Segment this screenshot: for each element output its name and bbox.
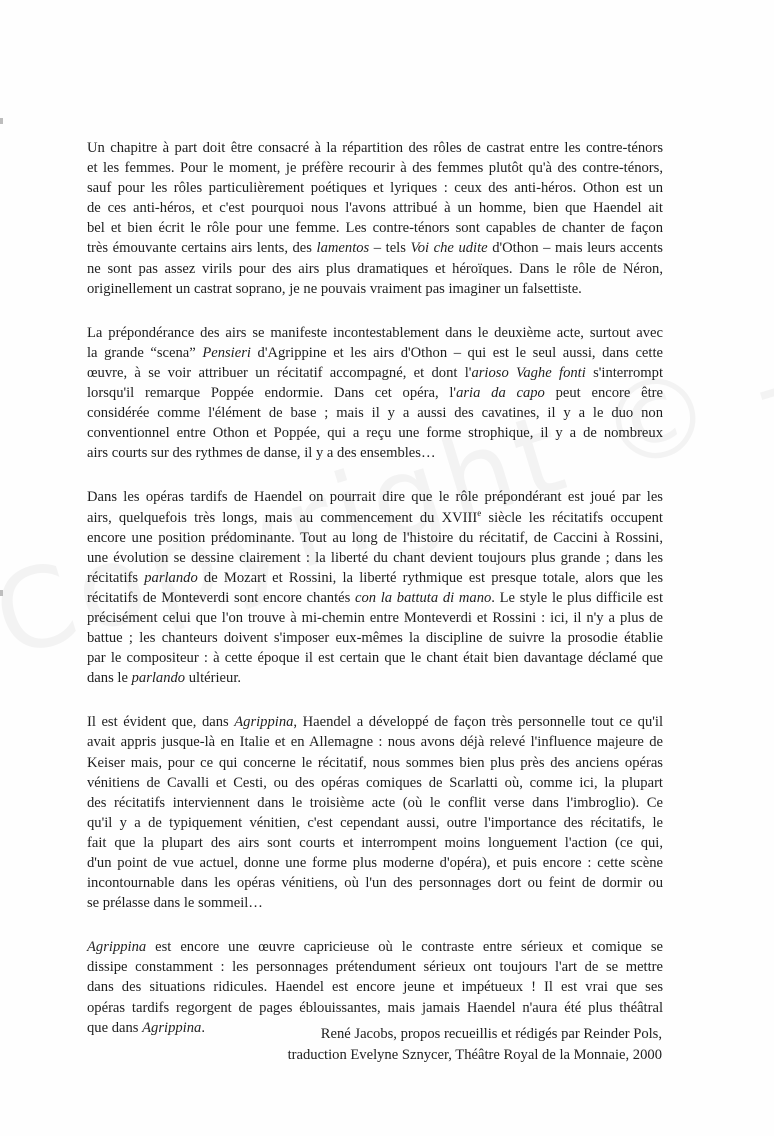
signature-translation-line: traduction Evelyne Sznycer, Théâtre Royal de la Monnaie, 2000 bbox=[287, 1047, 662, 1063]
text-run: Dans les opéras tardifs de Haendel on pourrait dire que le rôle prépondérant est joué par les bbox=[87, 489, 663, 506]
text-run: la grande “scena” bbox=[87, 344, 203, 361]
text-line bbox=[87, 138, 663, 158]
text-line bbox=[87, 403, 663, 423]
text-run: récitatifs bbox=[87, 569, 145, 586]
text-line bbox=[87, 608, 663, 628]
text-run: siècle les récitatifs occupent bbox=[481, 509, 663, 526]
superscript: e bbox=[477, 507, 482, 518]
text-run: que dans bbox=[87, 1019, 143, 1036]
text-line bbox=[87, 628, 663, 648]
text-line bbox=[87, 158, 663, 178]
text-run: d'Othon – mais leurs accents bbox=[487, 240, 663, 257]
text-run: battue ; les chanteurs doivent s'imposer eux-mêmes la discipline de suivre la prosodie établie bbox=[87, 630, 663, 647]
text-line bbox=[87, 548, 663, 568]
text-run: précisément celui que l'on trouve à mi-chemin entre Monteverdi et Rossini : ici, il n'y a plus de bbox=[87, 609, 663, 626]
text-line bbox=[87, 343, 663, 363]
text-line bbox=[87, 588, 663, 608]
text-run: airs courts sur des rythmes de danse, il y a des ensembles… bbox=[87, 445, 436, 462]
text-run: Il est évident que, dans bbox=[87, 714, 235, 731]
text-line bbox=[87, 528, 663, 548]
text-run: encore une position prédominante. Tout au long de l'histoire du récitatif, de Caccini à Rossini, bbox=[87, 529, 663, 546]
text-line bbox=[87, 487, 663, 507]
signature-block bbox=[288, 1024, 662, 1066]
text-run: avait appris jusque-là en Italie et en Allemagne : nous avons déjà relevé l'influence majeure de bbox=[87, 734, 663, 751]
signature-author-line: René Jacobs, propos recueillis et rédigés par Reinder Pols, bbox=[320, 1026, 662, 1042]
text-run: œuvre, à se voir attribuer un récitatif accompagné, et dont l' bbox=[87, 364, 472, 381]
text-run: d'Agrippine et les airs d'Othon – qui est le seul aussi, dans cette bbox=[250, 344, 663, 361]
scan-edge-mark bbox=[0, 118, 3, 124]
text-run: dans le bbox=[87, 670, 132, 687]
text-line bbox=[87, 753, 663, 773]
italic-run: aria da capo bbox=[456, 385, 545, 402]
article-body bbox=[87, 138, 663, 1062]
text-run: très émouvante certains airs lents, des bbox=[87, 240, 317, 257]
text-line bbox=[87, 508, 663, 528]
text-run: ne sont pas assez virils pour des airs plus dramatiques et héroïques. Dans le rôle de Néron, bbox=[87, 260, 663, 277]
text-line bbox=[87, 712, 663, 732]
paragraph bbox=[87, 323, 663, 464]
text-run: de ces anti-héros, et c'est pourquoi nous l'avons attribué à un homme, bien que Haendel ait bbox=[87, 200, 663, 217]
text-run: , Haendel a développé de façon très personnelle tout ce qu'il bbox=[293, 714, 663, 731]
italic-run: Agrippina bbox=[142, 1019, 202, 1036]
text-run: se prélasse dans le sommeil… bbox=[87, 895, 263, 912]
text-run: des récitatifs interviennent dans le troisième acte (où le conflit verse dans l'imbroglio). Ce bbox=[87, 794, 663, 811]
text-line bbox=[87, 773, 663, 793]
text-run: – tels bbox=[369, 240, 411, 257]
text-line bbox=[87, 568, 663, 588]
italic-run: Voi che udite bbox=[410, 240, 488, 257]
italic-run: parlando bbox=[131, 670, 186, 687]
text-run: sauf pour les rôles particulièrement poétiques et lyriques : ceux des anti-héros. Othon est un bbox=[87, 180, 663, 197]
scan-edge-mark bbox=[0, 590, 3, 596]
text-line bbox=[87, 423, 663, 443]
text-line bbox=[87, 443, 663, 463]
text-line bbox=[87, 813, 663, 833]
text-run: . Le style le plus difficile est bbox=[491, 589, 663, 606]
text-run: récitatifs de Monteverdi sont encore chantés bbox=[87, 589, 355, 606]
text-line bbox=[87, 732, 663, 752]
text-line bbox=[87, 668, 663, 688]
text-run: Un chapitre à part doit être consacré à la répartition des rôles de castrat entre les contre-ténors bbox=[87, 140, 663, 156]
text-run: La prépondérance des airs se manifeste incontestablement dans le deuxième acte, surtout avec bbox=[87, 324, 663, 341]
text-run: considérée comme l'élément de base ; mais il y a aussi des cavatines, il y a le duo non bbox=[87, 405, 663, 422]
italic-run: Agrippina bbox=[234, 714, 294, 731]
text-run: bel et bien écrit le rôle pour une femme. Les contre-ténors sont capables de chanter de façon bbox=[87, 220, 663, 237]
text-run: et les femmes. Pour le moment, je préfère recourir à des femmes plutôt qu'à des contre-ténors, bbox=[87, 160, 663, 177]
paragraph bbox=[87, 712, 663, 913]
text-run: peut encore être bbox=[544, 385, 663, 402]
text-run: vénitiens de Cavalli et Cesti, ou des opéras comiques de Scarlatti où, comme ici, la plupart bbox=[87, 774, 663, 791]
italic-run: Agrippina bbox=[87, 939, 147, 956]
text-run: dans des situations ridicules. Haendel est encore jeune et impétueux ! Il est vrai que ses bbox=[87, 979, 663, 996]
text-line bbox=[87, 178, 663, 198]
text-line bbox=[87, 648, 663, 668]
text-run: airs, quelquefois très longs, mais au commencement du XVIII bbox=[87, 509, 478, 526]
text-line bbox=[87, 198, 663, 218]
text-line bbox=[87, 977, 663, 997]
text-run: fait que la plupart des airs sont courts et interrompent moins longuement l'action (ce qui, bbox=[87, 834, 663, 851]
text-line bbox=[87, 957, 663, 977]
text-line bbox=[87, 238, 663, 258]
italic-run: lamentos bbox=[316, 240, 370, 257]
text-line bbox=[87, 873, 663, 893]
text-line bbox=[87, 853, 663, 873]
text-run: par le compositeur : à cette époque il est certain que le chant était bien davantage déclamé que bbox=[87, 650, 663, 667]
text-line bbox=[87, 363, 663, 383]
text-run: lorsqu'il remarque Poppée endormie. Dans cet opéra, l' bbox=[87, 385, 457, 402]
italic-run: con la battuta di mano bbox=[355, 589, 492, 606]
paragraph bbox=[87, 487, 663, 688]
text-run: de Mozart et Rossini, la liberté rythmique est presque totale, alors que les bbox=[197, 569, 663, 586]
text-line bbox=[87, 793, 663, 813]
text-run: Keiser mais, pour ce qui concerne le récitatif, nous sommes bien plus près des anciens opéras bbox=[87, 754, 663, 771]
paragraph bbox=[87, 138, 663, 299]
text-line bbox=[87, 218, 663, 238]
italic-run: parlando bbox=[144, 569, 198, 586]
text-line bbox=[87, 833, 663, 853]
text-run: originellement un castrat soprano, je ne pouvais vraiment pas imaginer un falsettiste. bbox=[87, 280, 582, 297]
italic-run: Pensieri bbox=[202, 344, 251, 361]
text-run: d'un point de vue actuel, donne une forme plus moderne d'opéra), et puis encore : cette scène bbox=[87, 855, 663, 871]
text-run: incontournable dans les opéras vénitiens, où l'un des personnages dort ou feint de dormir ou bbox=[87, 875, 663, 892]
text-run: qu'il y a de typiquement vénitien, c'est cependant aussi, outre l'importance des récitatifs, le bbox=[87, 814, 663, 831]
text-run: est encore une œuvre capricieuse où le contraste entre sérieux et comique se bbox=[146, 939, 663, 956]
text-line bbox=[87, 279, 663, 299]
text-line bbox=[87, 259, 663, 279]
text-line bbox=[87, 383, 663, 403]
italic-run: arioso Vaghe fonti bbox=[471, 364, 586, 381]
text-line bbox=[87, 937, 663, 957]
paragraph bbox=[87, 937, 663, 1037]
text-line bbox=[87, 893, 663, 913]
text-line bbox=[87, 323, 663, 343]
text-run: opéras tardifs regorgent de pages éblouissantes, mais jamais Haendel n'aura été plus théâtral bbox=[87, 999, 663, 1016]
text-run: s'interrompt bbox=[585, 364, 663, 381]
text-line bbox=[87, 998, 663, 1018]
text-run: conventionnel entre Othon et Poppée, qui a reçu une forme strophique, il y a de nombreux bbox=[87, 425, 663, 442]
text-run: ultérieur. bbox=[185, 670, 242, 687]
text-run: dissipe constamment : les personnages prétendument sérieux ont toujours l'art de se mettre bbox=[87, 959, 663, 976]
text-run: . bbox=[201, 1019, 205, 1036]
text-run: une évolution se dessine clairement : la liberté du chant devient toujours plus grande ; dans les bbox=[87, 549, 663, 566]
